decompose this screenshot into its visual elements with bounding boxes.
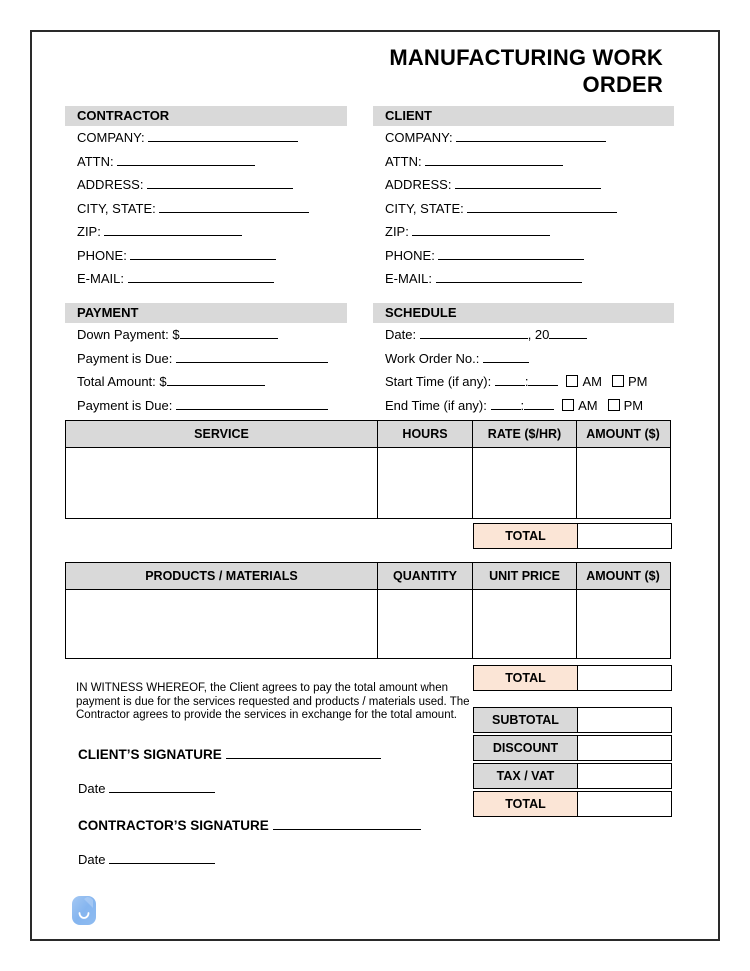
total-amount-blank[interactable]	[167, 373, 265, 386]
service-total-amount-cell[interactable]	[577, 523, 672, 549]
client-section-header: CLIENT	[373, 106, 674, 126]
subtotal-label: SUBTOTAL	[473, 707, 578, 733]
contractor-address-label: ADDRESS:	[77, 177, 144, 192]
end-hour-blank[interactable]	[491, 397, 521, 410]
tax-vat-label: TAX / VAT	[473, 763, 578, 789]
blue-smile-logo-icon	[72, 896, 96, 925]
service-entry-cell[interactable]	[65, 447, 378, 519]
client-zip-blank[interactable]	[412, 223, 550, 236]
start-pm-label: PM	[627, 374, 648, 389]
client-attn-label: ATTN:	[385, 153, 422, 169]
client-company-label: COMPANY:	[385, 130, 453, 145]
section-client	[373, 106, 674, 291]
service-total-row	[473, 523, 672, 549]
start-minute-blank[interactable]	[528, 373, 558, 386]
contractor-address-blank[interactable]	[147, 176, 293, 189]
start-pm-checkbox[interactable]	[612, 375, 624, 387]
summary-row-subtotal	[473, 707, 672, 733]
grand-total-value-cell[interactable]	[577, 791, 672, 817]
section-schedule	[373, 303, 674, 417]
contractor-city-state-label: CITY, STATE:	[77, 200, 156, 216]
down-payment-label: Down Payment: $	[77, 327, 180, 342]
client-date-blank[interactable]	[109, 780, 215, 793]
schedule-section-header: SCHEDULE	[373, 303, 674, 323]
client-city-state-label: CITY, STATE:	[385, 200, 464, 216]
contractor-section-header: CONTRACTOR	[65, 106, 347, 126]
date-year-blank[interactable]	[549, 326, 587, 339]
grand-total-label: TOTAL	[473, 791, 578, 817]
products-entry-cell[interactable]	[65, 589, 378, 659]
date-blank[interactable]	[420, 326, 528, 339]
page-title-line1: MANUFACTURING WORK	[389, 45, 663, 70]
start-am-label: AM	[582, 374, 602, 389]
contractor-email-blank[interactable]	[128, 270, 274, 283]
contractor-signature-row	[78, 817, 421, 833]
contractor-attn-blank[interactable]	[117, 153, 255, 166]
summary-row-tax	[473, 763, 672, 789]
payment-section-header: PAYMENT	[65, 303, 347, 323]
service-amount-cell[interactable]	[576, 447, 671, 519]
payment-due-blank-2[interactable]	[176, 397, 328, 410]
work-order-no-label: Work Order No.:	[385, 350, 480, 366]
products-quantity-cell[interactable]	[377, 589, 474, 659]
section-payment	[65, 303, 347, 417]
client-phone-blank[interactable]	[438, 247, 584, 260]
client-zip-label: ZIP:	[385, 224, 409, 239]
start-time-colon: :	[524, 374, 529, 389]
client-email-blank[interactable]	[436, 270, 582, 283]
client-attn-blank[interactable]	[425, 153, 563, 166]
client-signature-row	[78, 746, 381, 762]
discount-label: DISCOUNT	[473, 735, 578, 761]
contractor-date-label: Date	[78, 852, 106, 867]
products-materials-header: PRODUCTS / MATERIALS	[65, 562, 378, 590]
products-amount-header: AMOUNT ($)	[576, 562, 671, 590]
service-total-label: TOTAL	[473, 523, 578, 549]
service-table	[65, 420, 671, 519]
products-unit-price-cell[interactable]	[472, 589, 577, 659]
client-phone-label: PHONE:	[385, 247, 435, 263]
total-amount-label: Total Amount: $	[77, 374, 167, 389]
date-label: Date:	[385, 327, 417, 342]
payment-due-blank-1[interactable]	[176, 350, 328, 363]
products-table	[65, 562, 671, 659]
contractor-phone-blank[interactable]	[130, 247, 276, 260]
contractor-city-state-blank[interactable]	[159, 200, 309, 213]
end-pm-label: PM	[623, 397, 644, 413]
products-table-body-row	[65, 590, 671, 659]
quantity-header: QUANTITY	[377, 562, 474, 590]
contractor-zip-blank[interactable]	[104, 223, 242, 236]
discount-value-cell[interactable]	[577, 735, 672, 761]
payment-due-label-1: Payment is Due:	[77, 350, 173, 366]
end-am-label: AM	[578, 397, 598, 413]
service-header: SERVICE	[65, 420, 378, 448]
page-title-line2: ORDER	[582, 72, 663, 97]
summary-row-discount	[473, 735, 672, 761]
payment-due-label-2: Payment is Due:	[77, 397, 173, 413]
client-company-blank[interactable]	[456, 129, 606, 142]
contractor-signature-blank[interactable]	[273, 817, 421, 830]
service-rate-cell[interactable]	[472, 447, 577, 519]
contractor-phone-label: PHONE:	[77, 247, 127, 263]
client-address-blank[interactable]	[455, 176, 601, 189]
service-hours-cell[interactable]	[377, 447, 474, 519]
contractor-date-blank[interactable]	[109, 851, 215, 864]
date-year-prefix: , 20	[527, 327, 550, 342]
page-title	[389, 44, 663, 98]
summary-row-total	[473, 791, 672, 817]
end-minute-blank[interactable]	[524, 397, 554, 410]
contractor-attn-label: ATTN:	[77, 153, 114, 169]
rate-header: RATE ($/HR)	[472, 420, 577, 448]
contractor-company-label: COMPANY:	[77, 130, 145, 145]
contractor-company-blank[interactable]	[148, 129, 298, 142]
subtotal-value-cell[interactable]	[577, 707, 672, 733]
work-order-no-blank[interactable]	[483, 350, 529, 363]
products-amount-cell[interactable]	[576, 589, 671, 659]
witness-clause: IN WITNESS WHEREOF, the Client agrees to pay the total amount when payment is due for the services requested and products / materials used. The Contractor agrees to provide the services in exchange for the total amount.	[76, 682, 470, 721]
client-email-label: E-MAIL:	[385, 271, 432, 286]
end-pm-checkbox[interactable]	[608, 399, 620, 411]
end-am-checkbox[interactable]	[562, 399, 574, 411]
contractor-signature-label: CONTRACTOR’S SIGNATURE	[78, 818, 269, 833]
hours-header: HOURS	[377, 420, 474, 448]
start-am-checkbox[interactable]	[566, 375, 578, 387]
products-total-row	[473, 665, 672, 691]
client-date-row	[78, 780, 215, 796]
end-time-colon: :	[520, 397, 525, 413]
tax-vat-value-cell[interactable]	[577, 763, 672, 789]
end-time-label: End Time (if any):	[385, 397, 487, 413]
products-total-amount-cell[interactable]	[577, 665, 672, 691]
contractor-zip-label: ZIP:	[77, 224, 101, 239]
unit-price-header: UNIT PRICE	[472, 562, 577, 590]
contractor-email-label: E-MAIL:	[77, 271, 124, 286]
products-total-label: TOTAL	[473, 665, 578, 691]
start-hour-blank[interactable]	[495, 373, 525, 386]
down-payment-blank[interactable]	[180, 326, 278, 339]
client-date-label: Date	[78, 781, 106, 796]
service-table-body-row	[65, 448, 671, 519]
amount-header: AMOUNT ($)	[576, 420, 671, 448]
products-table-header-row	[65, 562, 671, 590]
section-contractor	[65, 106, 347, 291]
client-signature-blank[interactable]	[226, 746, 381, 759]
service-table-header-row	[65, 420, 671, 448]
client-signature-label: CLIENT’S SIGNATURE	[78, 747, 222, 762]
start-time-label: Start Time (if any):	[385, 374, 492, 389]
client-address-label: ADDRESS:	[385, 177, 452, 192]
client-city-state-blank[interactable]	[467, 200, 617, 213]
contractor-date-row	[78, 851, 215, 867]
